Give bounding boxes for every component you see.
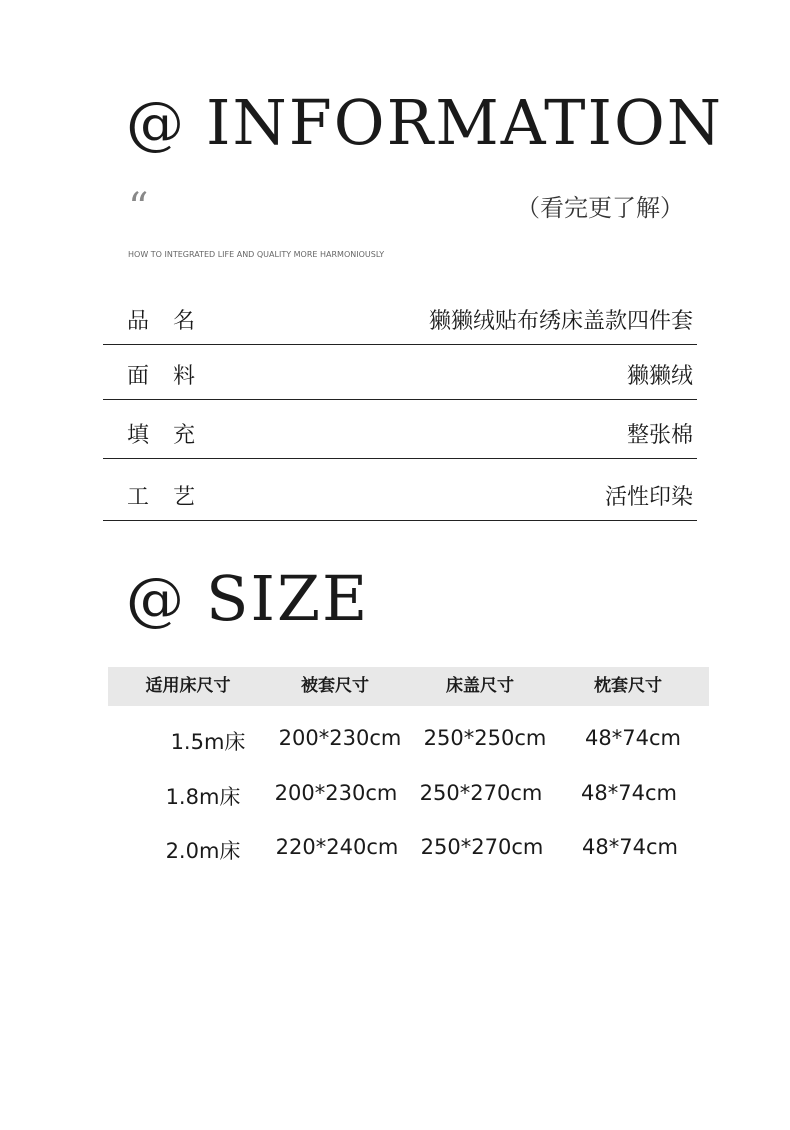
tagline: HOW TO INTEGRATED LIFE AND QUALITY MORE HARMONIOUSLY: [128, 250, 385, 259]
info-value: 整张棉: [626, 423, 693, 448]
header-bedspread-size: 床盖尺寸: [446, 676, 514, 696]
info-value: 獭獭绒贴布绣床盖款四件套: [428, 309, 693, 334]
at-symbol: @: [126, 565, 184, 633]
table-cell: 250*270cm: [419, 781, 543, 805]
size-heading: [126, 562, 370, 635]
info-row-name: [103, 295, 697, 345]
table-row: [108, 835, 709, 865]
table-cell: 1.8m床: [165, 785, 241, 809]
info-value: 活性印染: [604, 485, 693, 510]
information-title: INFORMATION: [206, 86, 724, 159]
header-bed-size: 适用床尺寸: [145, 676, 231, 696]
info-label: 品名: [127, 309, 220, 334]
table-cell: 250*270cm: [420, 835, 544, 859]
table-cell: 200*230cm: [274, 781, 398, 805]
table-cell: 250*250cm: [423, 726, 547, 750]
learn-more-text: （看完更了解）: [516, 194, 684, 222]
info-row-craft: [103, 471, 697, 521]
table-cell: 48*74cm: [582, 835, 678, 859]
table-row: [108, 781, 709, 811]
size-table-header: [108, 667, 709, 706]
info-row-filling: [103, 409, 697, 459]
size-title: SIZE: [206, 562, 370, 635]
table-cell: 48*74cm: [585, 726, 681, 750]
info-label: 工艺: [127, 485, 220, 510]
table-cell: 1.5m床: [170, 730, 246, 754]
info-label: 面料: [127, 364, 220, 389]
header-duvet-size: 被套尺寸: [301, 676, 369, 696]
info-label: 填充: [127, 423, 220, 448]
header-pillowcase-size: 枕套尺寸: [594, 676, 662, 696]
table-cell: 2.0m床: [165, 839, 241, 863]
info-row-fabric: [103, 350, 697, 400]
table-cell: 220*240cm: [275, 835, 399, 859]
quote-mark: “: [128, 185, 149, 231]
at-symbol: @: [126, 89, 184, 157]
table-row: [108, 726, 709, 756]
info-value: 獭獭绒: [626, 364, 693, 389]
information-heading: [126, 86, 724, 159]
table-cell: 48*74cm: [581, 781, 677, 805]
table-cell: 200*230cm: [278, 726, 402, 750]
